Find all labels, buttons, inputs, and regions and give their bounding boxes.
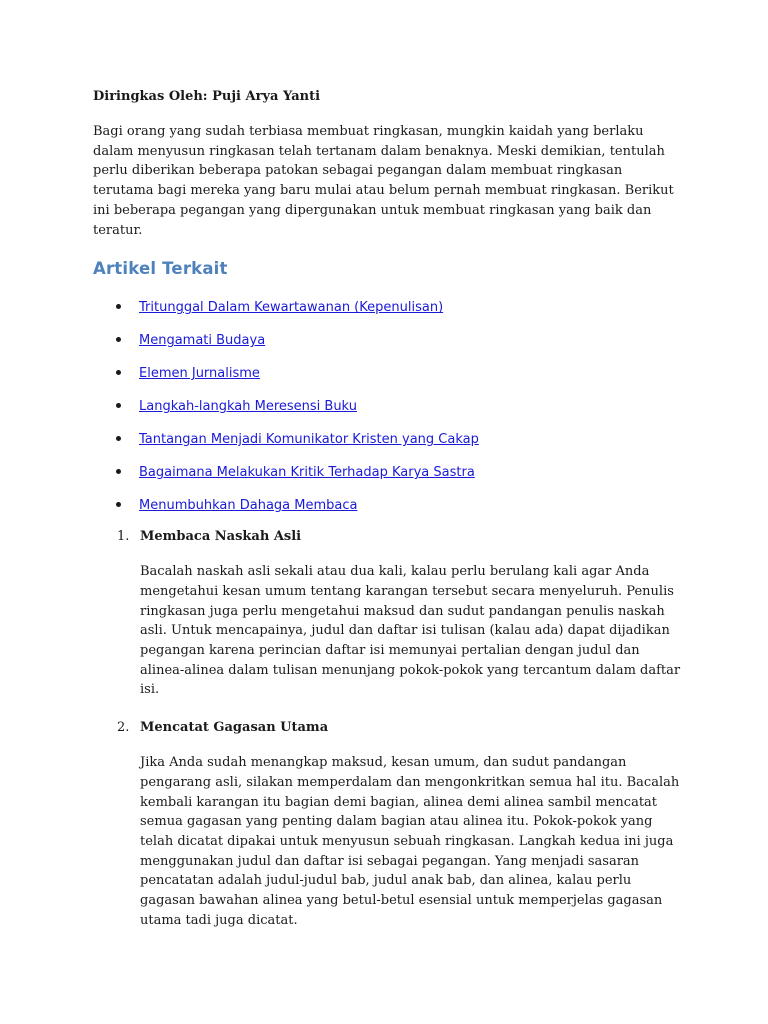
step-number: 1. [117,529,130,545]
list-item [93,296,683,329]
bullet-icon [116,436,121,441]
related-article-link[interactable]: Langkah-langkah Meresensi Buku [139,399,357,415]
steps-list [93,527,683,930]
related-articles-list [93,296,683,527]
list-item [93,362,683,395]
step-body: Jika Anda sudah menangkap maksud, kesan umum, dan sudut pandangan pengarang asli, silakan memperdalam dan mengonkritkan semua hal itu. Bacalah kembali karangan itu bagian demi bagian, alinea demi alinea sambil mencatat semua gagasan yang penting dalam bagian atau alinea itu. Pokok-pokok yang telah dicatat dipakai untuk menyusun sebuah ringkasan. Langkah kedua ini juga menggunakan judul dan daftar isi sebagai pegangan. Yang menjadi sasaran pencatatan adalah judul-judul bab, judul anak bab, dan alinea, kalau perlu gagasan bawahan alinea yang betul-betul esensial untuk memperjelas gagasan utama tadi juga dicatat. [140,755,680,928]
related-article-link[interactable]: Mengamati Budaya [139,333,266,349]
step-number: 2. [117,720,130,736]
bullet-icon [116,337,121,342]
related-article-link[interactable]: Bagaimana Melakukan Kritik Terhadap Karya Sastra [139,465,475,481]
bullet-icon [116,370,121,375]
step-title: Membaca Naskah Asli [140,529,302,545]
related-article-link[interactable]: Tritunggal Dalam Kewartawanan (Kepenulisan) [139,300,444,316]
document-page [93,87,683,930]
bullet-icon [116,304,121,309]
bullet-icon [116,469,121,474]
related-article-link[interactable]: Tantangan Menjadi Komunikator Kristen yang Cakap [139,432,479,448]
bullet-icon [116,403,121,408]
intro-paragraph: Bagi orang yang sudah terbiasa membuat ringkasan, mungkin kaidah yang berlaku dalam menyusun ringkasan telah tertanam dalam benaknya. Meski demikian, tentulah perlu diberikan beberapa patokan sebagai pegangan dalam membuat ringkasan terutama bagi mereka yang baru mulai atau belum pernah membuat ringkasan. Berikut ini beberapa pegangan yang dipergunakan untuk membuat ringkasan yang baik dan teratur. [93,124,674,238]
author-line: Diringkas Oleh: Puji Arya Yanti [93,89,321,104]
related-article-link[interactable]: Menumbuhkan Dahaga Membaca [139,498,358,514]
list-item [93,494,683,527]
step-item [93,527,683,700]
step-item [93,718,683,930]
list-item [93,461,683,494]
list-item [93,395,683,428]
step-title: Mencatat Gagasan Utama [140,720,329,736]
related-articles-heading: Artikel Terkait [93,259,228,279]
list-item [93,428,683,461]
step-body: Bacalah naskah asli sekali atau dua kali, kalau perlu berulang kali agar Anda mengetahui kesan umum tentang karangan tersebut secara menyeluruh. Penulis ringkasan juga perlu mengetahui maksud dan sudut pandangan penulis naskah asli. Untuk mencapainya, judul dan daftar isi tulisan (kalau ada) dapat dijadikan pegangan karena perincian daftar isi memunyai pertalian dengan judul dan alinea-alinea dalam tulisan menunjang pokok-pokok yang tercantum dalam daftar isi. [140,564,681,698]
bullet-icon [116,502,121,507]
related-article-link[interactable]: Elemen Jurnalisme [139,366,260,382]
list-item [93,329,683,362]
